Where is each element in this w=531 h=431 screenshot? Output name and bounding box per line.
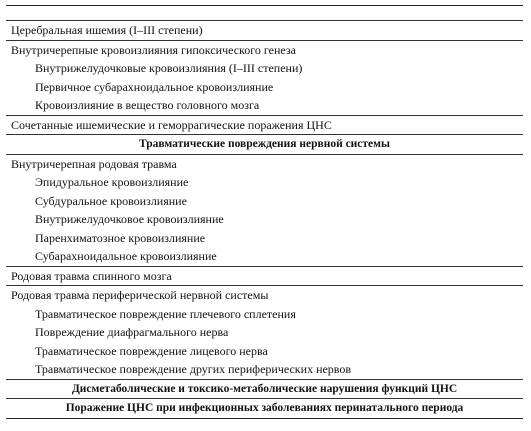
table-row: Внутричерепные кровоизлияния гипоксического генеза [11,42,296,57]
table-row: Церебральная ишемия (I–III степени) [11,23,203,37]
table-row: Родовая травма спинного мозга [11,268,172,283]
table-row: Эпидуральное кровоизлияние [35,175,189,189]
table-row: Травматическое повреждение других периферических нервов [35,362,352,376]
section-heading: Дисметаболические и токсико-метаболические нарушения функций ЦНС [71,382,458,395]
table-row: Травматическое повреждение лицевого нерва [35,343,268,358]
table-row: Субарахноидальное кровоизлияние [35,249,217,263]
table-row: Повреждение диафрагмального нерва [35,325,229,339]
table-row: Субдуральное кровоизлияние [35,193,187,208]
table-row: Внутрижелудочковые кровоизлияния (I–III степени) [35,61,303,75]
table-row: Внутрижелудочковое кровоизлияние [35,212,224,226]
table-row: Травматическое повреждение плечевого сплетения [35,306,296,321]
section-heading: Травматические повреждения нервной системы [139,138,390,150]
classification-table [6,0,523,419]
table-row: Паренхиматозное кровоизлияние [35,230,206,245]
table-row: Внутричерепная родовая травма [11,156,177,171]
table-top-rule [6,5,523,6]
table-row: Родовая травма периферической нервной системы [11,288,269,302]
table-row: Первичное субарахноидальное кровоизлияние [35,79,274,94]
section-heading: Поражение ЦНС при инфекционных заболеваниях перинатального периода [65,402,464,414]
table-row: Сочетанные ишемические и геморрагические поражения ЦНС [11,117,332,132]
table-bottom-rule [6,418,523,419]
table-row: Кровоизлияние в вещество головного мозга [35,98,260,112]
